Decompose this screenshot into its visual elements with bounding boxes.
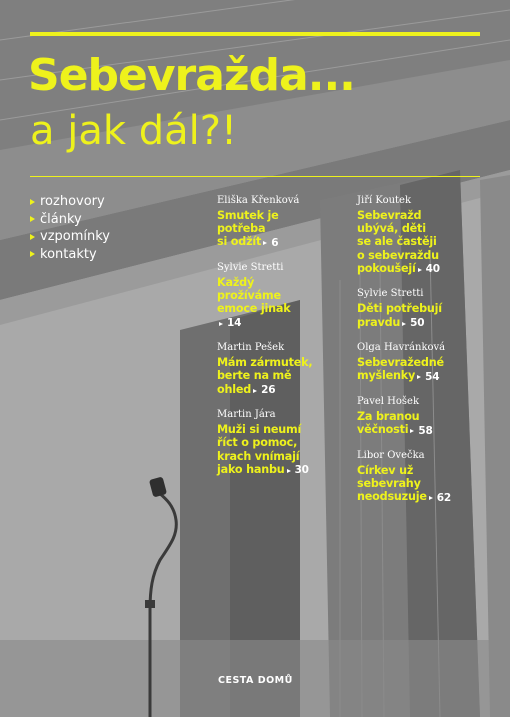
page-arrow-icon xyxy=(417,375,421,379)
page-number xyxy=(285,464,309,477)
contents-entry[interactable] xyxy=(357,194,487,276)
headline-text: pravdu xyxy=(357,315,401,329)
triangle-bullet-icon xyxy=(30,216,35,222)
headline-line xyxy=(357,262,487,277)
headline-text: neodsuzuje xyxy=(357,490,427,504)
menu-item-rozhovory[interactable] xyxy=(30,193,110,211)
headline-text: emoce jinak xyxy=(217,302,291,316)
headline-text: pokoušejí xyxy=(357,261,416,275)
contents-entry[interactable] xyxy=(217,194,347,250)
article-author: Libor Ovečka xyxy=(357,449,425,461)
article-headline xyxy=(357,464,487,505)
article-headline xyxy=(357,302,487,330)
headline-text: věčnosti xyxy=(357,423,409,437)
headline-text: o sebevraždu xyxy=(357,248,439,262)
menu-item-label: vzpomínky xyxy=(40,229,110,245)
page-number xyxy=(416,263,440,276)
contents-column-left xyxy=(217,194,347,488)
headline-line xyxy=(217,369,347,382)
contents-entry[interactable] xyxy=(217,261,347,330)
headline-text: ubývá, děti xyxy=(357,222,426,236)
headline-text: myšlenky xyxy=(357,369,416,383)
page-arrow-icon xyxy=(410,429,414,433)
headline-line xyxy=(217,209,347,222)
article-headline xyxy=(217,209,347,250)
menu-item-label: rozhovory xyxy=(40,194,105,210)
page-number-value: 50 xyxy=(410,317,425,330)
headline-line xyxy=(217,276,347,289)
page-arrow-icon xyxy=(402,322,406,326)
headline-text: Za branou xyxy=(357,410,420,424)
page-number xyxy=(400,317,424,330)
page-arrow-icon xyxy=(429,496,433,500)
headline-line xyxy=(357,369,487,384)
article-author: Jiří Koutek xyxy=(357,195,412,206)
headline-line xyxy=(357,235,487,248)
article-author: Sylvie Stretti xyxy=(217,262,284,274)
page-number xyxy=(415,371,439,384)
contents-entry[interactable] xyxy=(357,341,487,384)
article-author: Pavel Hošek xyxy=(357,396,420,408)
headline-text: si odžít xyxy=(217,235,262,249)
page-arrow-icon xyxy=(263,241,267,245)
article-headline xyxy=(357,209,487,276)
article-headline xyxy=(357,410,487,438)
contents-entry[interactable] xyxy=(217,408,347,477)
page-number-value: 14 xyxy=(227,317,242,330)
headline-line xyxy=(357,316,487,331)
menu-item-kontakty[interactable] xyxy=(30,246,110,264)
headline-line xyxy=(217,383,347,398)
headline-line xyxy=(217,423,347,436)
headline-text: Sebevražd xyxy=(357,209,422,222)
contents-entry[interactable] xyxy=(217,341,347,397)
headline-text: Smutek je xyxy=(217,209,279,222)
triangle-bullet-icon xyxy=(30,234,35,240)
cover-subtitle: a jak dál?! xyxy=(30,108,238,154)
headline-text: Muži si neumí xyxy=(217,423,302,437)
page-arrow-icon xyxy=(219,322,223,326)
headline-line xyxy=(357,209,487,222)
headline-text: Mám zármutek, xyxy=(217,356,313,370)
headline-line xyxy=(357,464,487,477)
headline-line xyxy=(217,235,347,250)
headline-line xyxy=(217,463,347,478)
headline-line xyxy=(217,450,347,463)
page-number xyxy=(408,425,432,438)
article-headline xyxy=(217,423,347,477)
headline-text: říct o pomoc, xyxy=(217,436,298,450)
page-number-value: 54 xyxy=(425,370,440,383)
headline-text: sebevrahy xyxy=(357,477,421,491)
headline-line xyxy=(357,423,487,438)
article-author: Sylvie Stretti xyxy=(357,288,424,300)
page-arrow-icon xyxy=(418,268,422,272)
headline-text: prožíváme xyxy=(217,289,281,303)
article-author: Olga Havránková xyxy=(357,342,446,354)
page-arrow-icon xyxy=(253,389,257,393)
article-author: Martin Pešek xyxy=(217,342,285,354)
article-headline xyxy=(357,356,487,384)
headline-line xyxy=(217,289,347,302)
article-author: Eliška Křenková xyxy=(217,195,300,206)
article-headline xyxy=(217,356,347,397)
headline-line xyxy=(357,410,487,423)
headline-line xyxy=(357,356,487,369)
page-number xyxy=(251,384,275,397)
page-number-value: 62 xyxy=(436,491,451,504)
publisher-name: CESTA DOMŮ xyxy=(218,675,293,686)
menu-item-vzpominky[interactable] xyxy=(30,228,110,246)
headline-line xyxy=(357,302,487,315)
triangle-bullet-icon xyxy=(30,251,35,257)
headline-line xyxy=(357,477,487,490)
page-number-value: 26 xyxy=(261,384,276,397)
page-number xyxy=(261,237,278,250)
headline-line xyxy=(217,302,347,315)
page-number-value: 6 xyxy=(271,236,279,249)
headline-text: krach vnímají xyxy=(217,449,300,463)
headline-text: ohled xyxy=(217,382,252,396)
headline-text: Sebevražedné xyxy=(357,356,444,370)
page-number xyxy=(217,317,241,330)
section-menu xyxy=(30,193,110,263)
contents-entry[interactable] xyxy=(357,287,487,330)
headline-line xyxy=(217,356,347,369)
page-number-value: 30 xyxy=(294,464,309,477)
headline-text: jako hanbu xyxy=(217,462,285,476)
page-number-value: 58 xyxy=(418,424,433,437)
triangle-bullet-icon xyxy=(30,199,35,205)
title-divider xyxy=(30,176,480,177)
headline-line xyxy=(357,490,487,505)
headline-line xyxy=(357,222,487,235)
headline-text: Církev už xyxy=(357,463,414,477)
headline-text: Každý xyxy=(217,276,255,290)
contents-entry[interactable] xyxy=(357,395,487,438)
menu-item-clanky[interactable] xyxy=(30,211,110,229)
page-number-value: 40 xyxy=(425,263,440,276)
cover-title: Sebevražda... xyxy=(28,50,355,101)
article-author: Martin Jára xyxy=(217,409,276,421)
headline-text: potřeba xyxy=(217,222,266,236)
headline-text: Děti potřebují xyxy=(357,302,442,316)
top-accent-bar xyxy=(30,32,480,36)
headline-text: berte na mě xyxy=(217,369,292,383)
headline-line xyxy=(217,436,347,449)
menu-item-label: články xyxy=(40,211,82,227)
page-line xyxy=(217,316,347,331)
page-arrow-icon xyxy=(287,469,291,473)
headline-line xyxy=(217,222,347,235)
page-number xyxy=(427,492,451,505)
article-headline xyxy=(217,276,347,330)
contents-entry[interactable] xyxy=(357,449,487,505)
headline-text: se ale častěji xyxy=(357,235,437,249)
menu-item-label: kontakty xyxy=(40,246,97,262)
headline-line xyxy=(357,249,487,262)
contents-column-right xyxy=(357,194,487,516)
